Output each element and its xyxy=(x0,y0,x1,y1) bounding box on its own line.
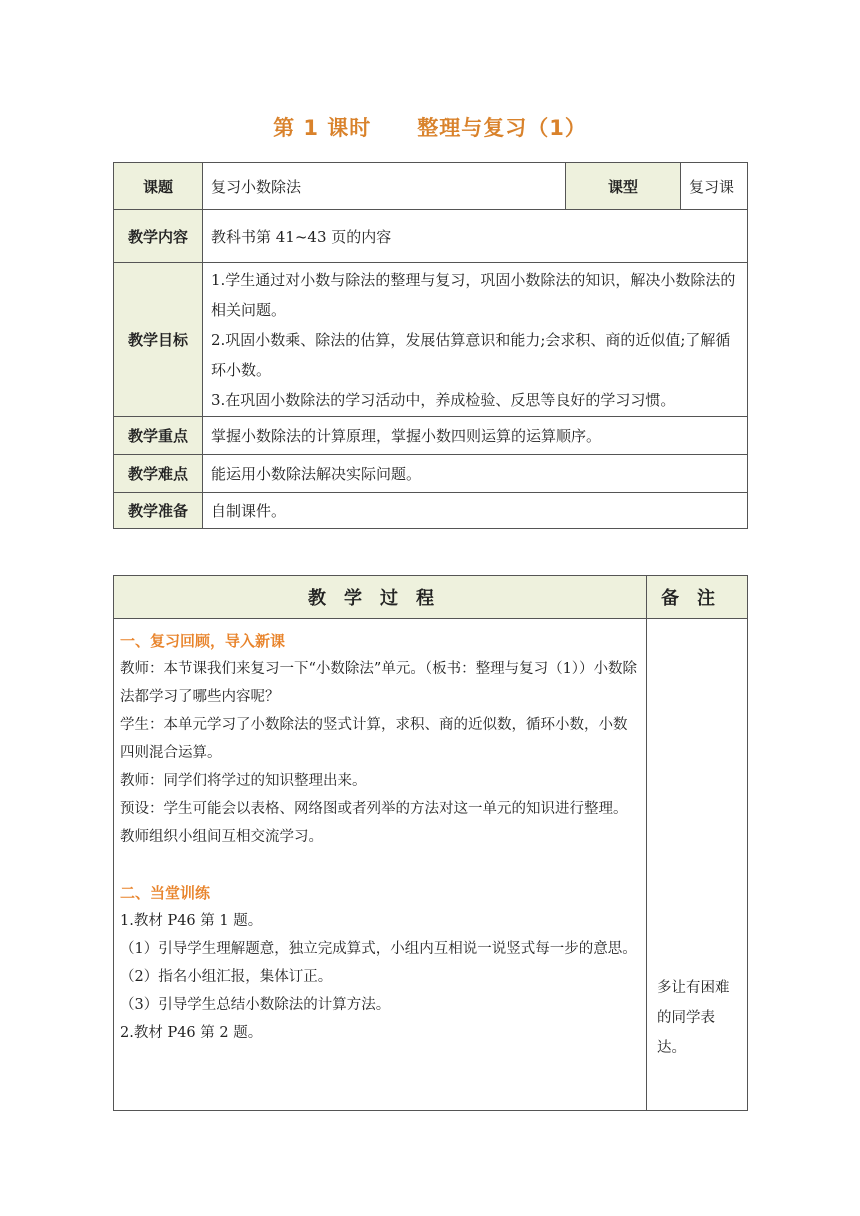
topic-row xyxy=(114,163,748,210)
s2-para-1: 1.教材 P46 第 1 题。 xyxy=(120,913,263,929)
s1-para-2: 学生：本单元学习了小数除法的竖式计算，求积、商的近似数，循环小数，小数四则混合运算。 xyxy=(120,717,628,761)
s2-para-4: （3）引导学生总结小数除法的计算方法。 xyxy=(120,997,391,1013)
s1-para-1: 教师：本节课我们来复习一下“小数除法”单元。（板书：整理与复习（1））小数除法都学习了哪些内容呢？ xyxy=(120,661,638,705)
goal-item-2: 2.巩固小数乘、除法的估算，发展估算意识和能力;会求积、商的近似值;了解循环小数。 xyxy=(211,330,731,379)
teaching-process-table xyxy=(113,575,748,1111)
s2-para-5: 2.教材 P46 第 2 题。 xyxy=(120,1025,263,1041)
difficulty-value: 能运用小数除法解决实际问题。 xyxy=(203,455,748,493)
section-spacer xyxy=(120,851,640,879)
s2-para-2: （1）引导学生理解题意，独立完成算式，小组内互相说一说竖式每一步的意思。 xyxy=(120,941,637,957)
lesson-title xyxy=(0,112,860,142)
s2-para-3: （2）指名小组汇报，集体订正。 xyxy=(120,969,333,985)
goal-item-3: 3.在巩固小数除法的学习活动中，养成检验、反思等良好的学习习惯。 xyxy=(211,390,676,409)
type-value: 复习课 xyxy=(681,163,748,210)
s1-para-3: 教师：同学们将学过的知识整理出来。 xyxy=(120,773,367,789)
content-label: 教学内容 xyxy=(114,210,203,263)
key-row xyxy=(114,417,748,455)
goal-item-1: 1.学生通过对小数与除法的整理与复习，巩固小数除法的知识，解决小数除法的相关问题。 xyxy=(211,270,736,319)
process-header: 教学过程 xyxy=(114,576,647,619)
key-label: 教学重点 xyxy=(114,417,203,455)
goal-row xyxy=(114,263,748,417)
prep-label: 教学准备 xyxy=(114,493,203,529)
difficulty-row xyxy=(114,455,748,493)
process-header-row xyxy=(114,576,748,619)
s1-para-5: 教师组织小组间互相交流学习。 xyxy=(120,829,323,845)
lesson-info-table xyxy=(113,162,748,529)
topic-value: 复习小数除法 xyxy=(203,163,566,210)
goal-list xyxy=(203,263,748,417)
process-body-row xyxy=(114,619,748,1111)
s1-para-4: 预设：学生可能会以表格、网络图或者列举的方法对这一单元的知识进行整理。 xyxy=(120,801,628,817)
section-2-title: 二、当堂训练 xyxy=(120,884,211,902)
prep-value: 自制课件。 xyxy=(203,493,748,529)
lesson-topic: 整理与复习（1） xyxy=(417,116,587,140)
goal-label: 教学目标 xyxy=(114,263,203,417)
difficulty-label: 教学难点 xyxy=(114,455,203,493)
content-row xyxy=(114,210,748,263)
process-content xyxy=(114,619,647,1111)
type-label: 课型 xyxy=(566,163,681,210)
remark-cell: 多让有困难的同学表达。 xyxy=(647,619,748,1111)
note-header: 备注 xyxy=(647,576,748,619)
section-1-title: 一、复习回顾，导入新课 xyxy=(120,632,286,650)
topic-label: 课题 xyxy=(114,163,203,210)
key-value: 掌握小数除法的计算原理，掌握小数四则运算的运算顺序。 xyxy=(203,417,748,455)
prep-row xyxy=(114,493,748,529)
lesson-number: 第 1 课时 xyxy=(273,116,372,140)
content-value: 教科书第 41~43 页的内容 xyxy=(203,210,748,263)
